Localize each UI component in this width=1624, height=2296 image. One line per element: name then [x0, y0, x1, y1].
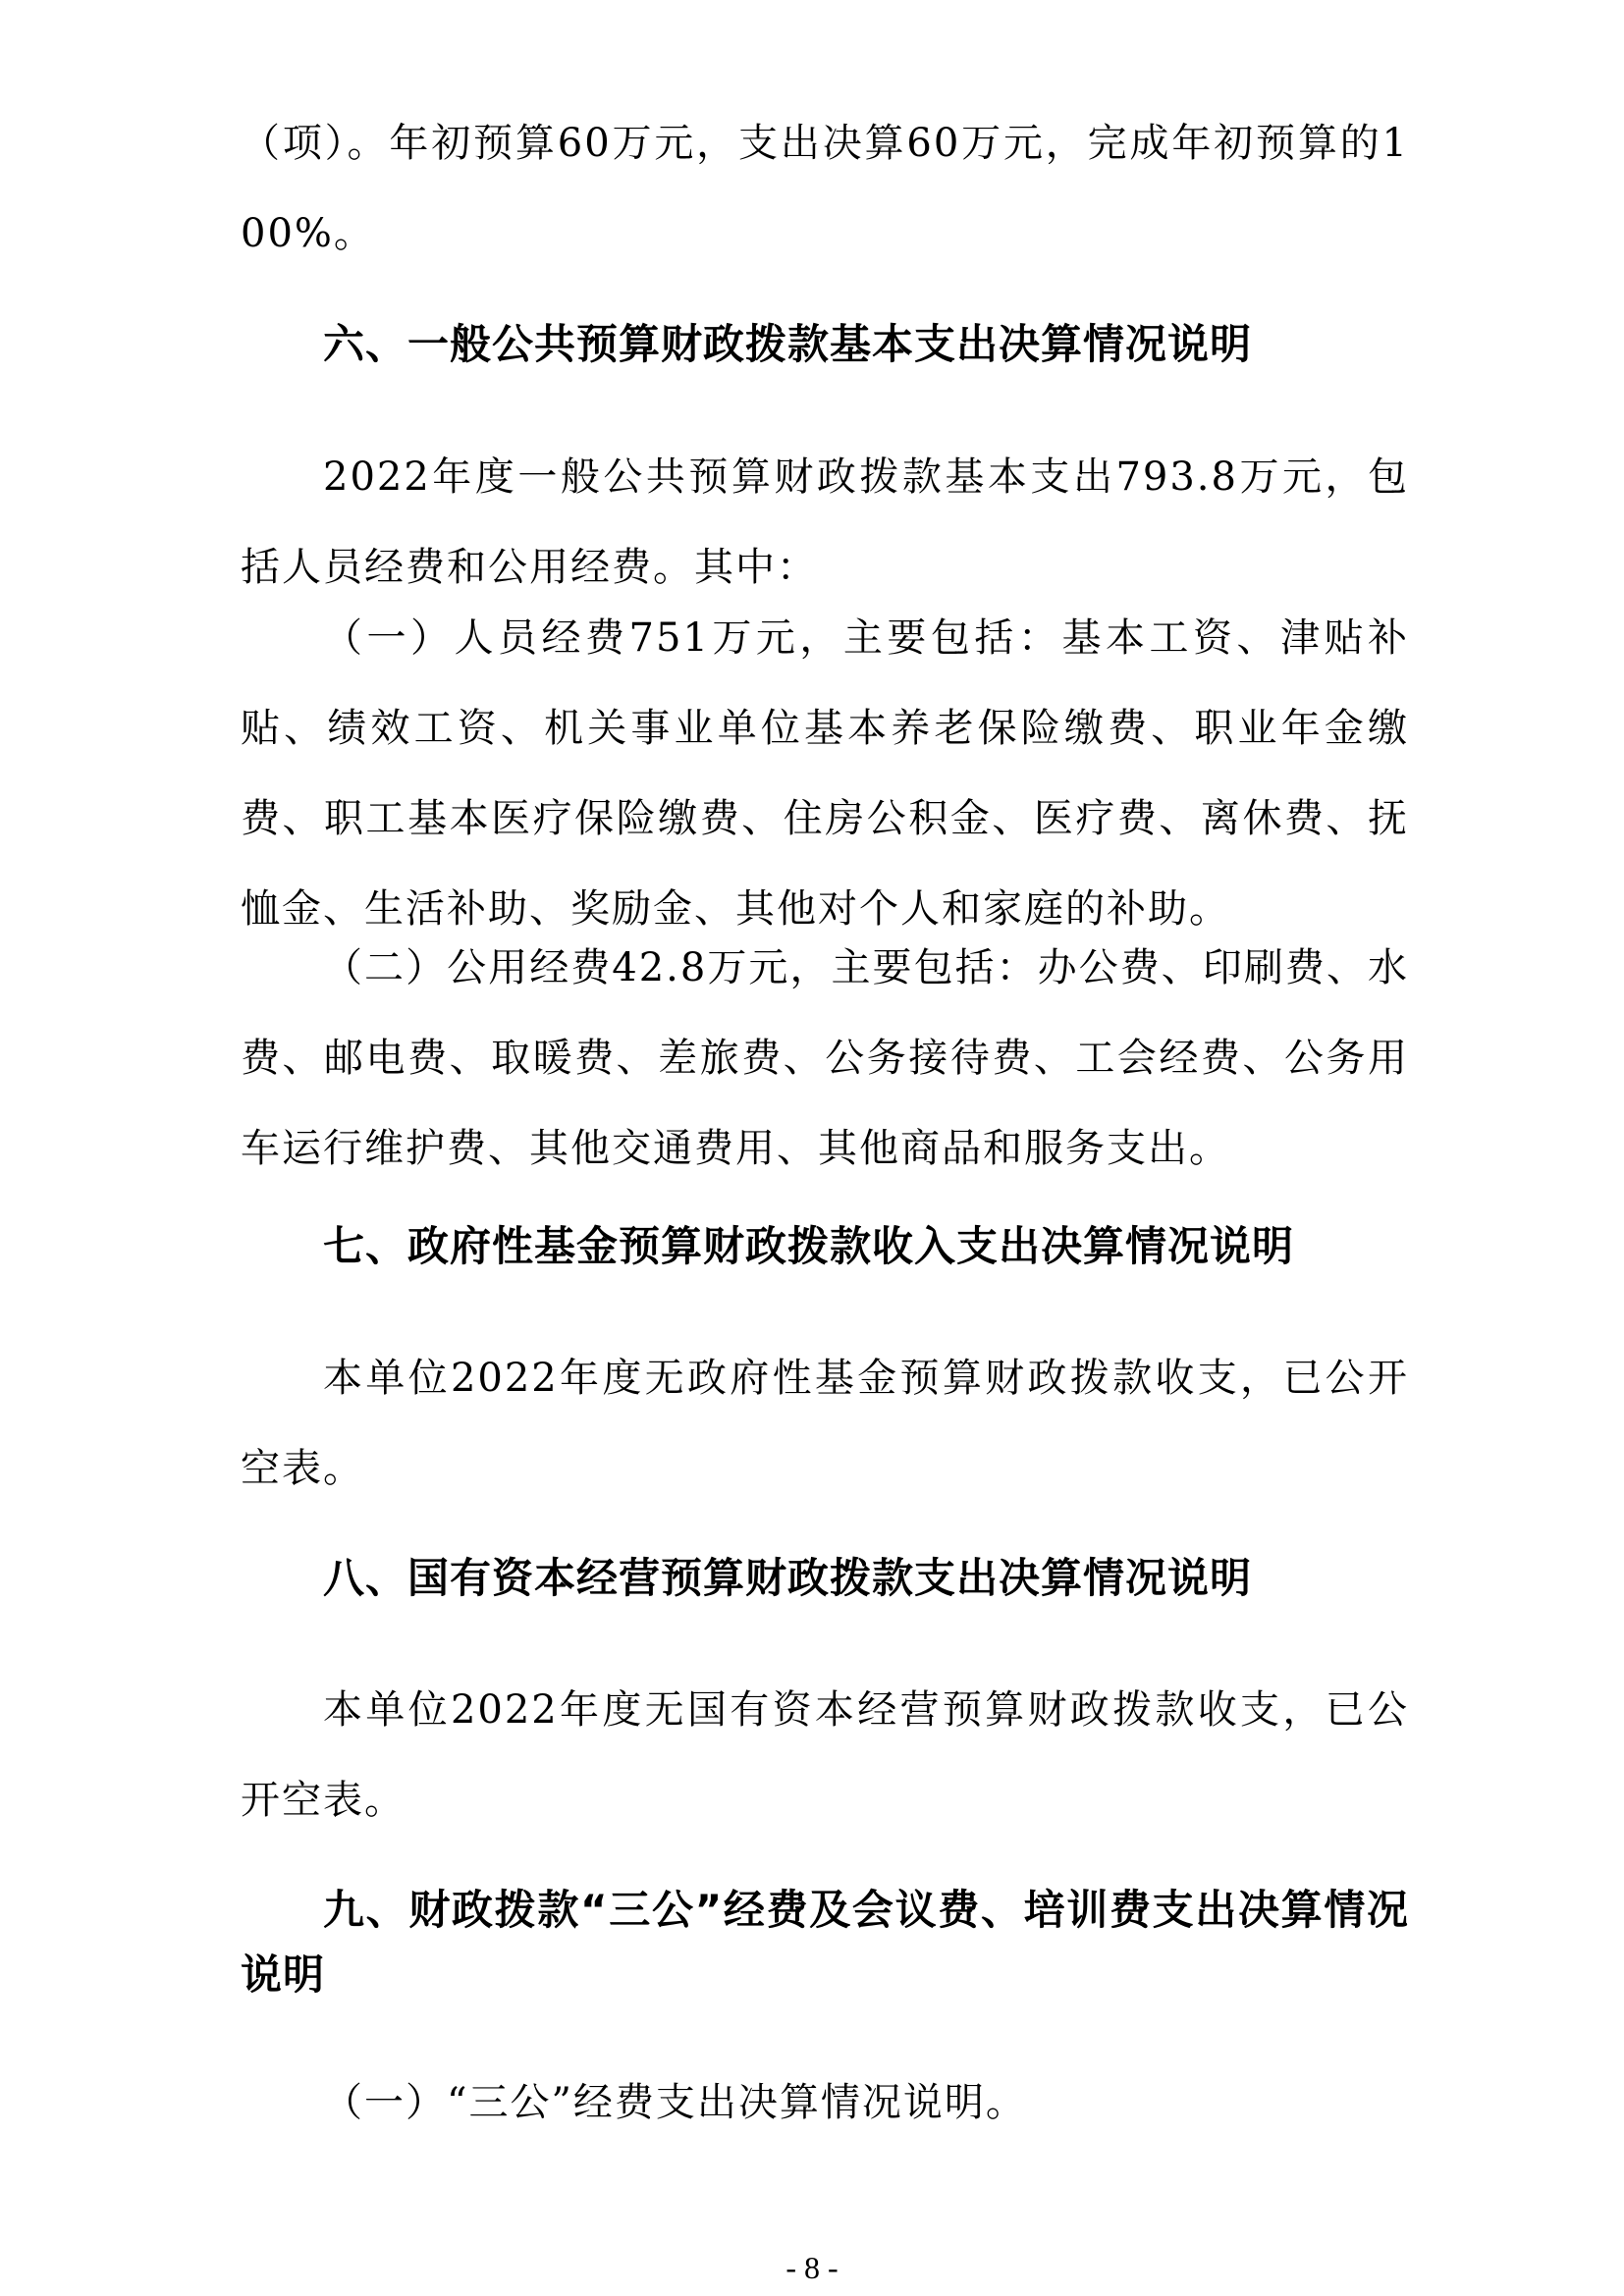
- section-heading-8: 八、国有资本经营预算财政拨款支出决算情况说明: [323, 1554, 1253, 1602]
- section-heading-9: 九、财政拨款“三公”经费及会议费、培训费支出决算情况说明: [241, 1886, 1409, 1999]
- page-number: - 8 -: [785, 2250, 839, 2285]
- paragraph-basic-expenditure: 2022年度一般公共预算财政拨款基本支出793.8万元，包括人员经费和公用经费。其中：: [241, 454, 1409, 590]
- paragraph-government-fund: 本单位2022年度无政府性基金预算财政拨款收支，已公开空表。: [241, 1356, 1409, 1491]
- paragraph-three-public: （一）“三公”经费支出决算情况说明。: [323, 2080, 1027, 2125]
- section-heading-6: 六、一般公共预算财政拨款基本支出决算情况说明: [323, 320, 1253, 368]
- section-heading-7: 七、政府性基金预算财政拨款收入支出决算情况说明: [323, 1222, 1295, 1270]
- paragraph-public-expenses: （二）公用经费42.8万元，主要包括：办公费、印刷费、水费、邮电费、取暖费、差旅费、公务接待费、工会经费、公务用车运行维护费、其他交通费用、其他商品和服务支出。: [241, 945, 1409, 1171]
- paragraph-personnel-expenses: （一）人员经费751万元，主要包括：基本工资、津贴补贴、绩效工资、机关事业单位基本养老保险缴费、职业年金缴费、职工基本医疗保险缴费、住房公积金、医疗费、离休费、抚恤金、生活补助、奖励金、其他对个人和家庭的补助。: [241, 615, 1409, 932]
- paragraph-state-capital: 本单位2022年度无国有资本经营预算财政拨款收支，已公开空表。: [241, 1687, 1409, 1823]
- paragraph-project-budget: （项）。年初预算60万元，支出决算60万元，完成年初预算的100%。: [241, 121, 1409, 256]
